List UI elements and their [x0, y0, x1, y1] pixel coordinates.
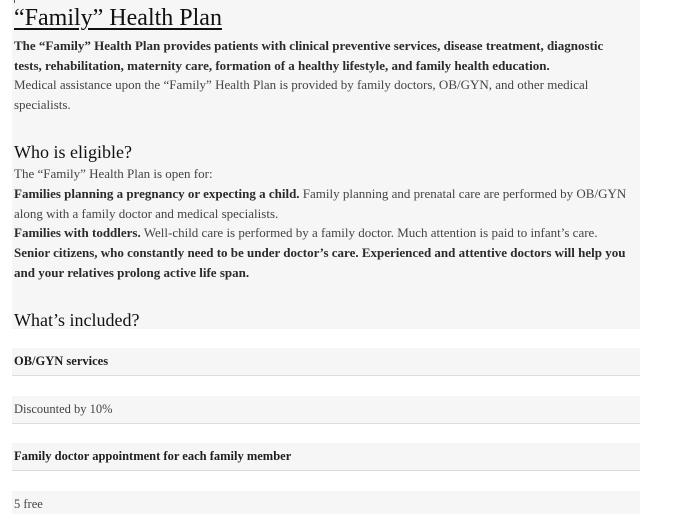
eligibility-group-toddlers	[14, 223, 630, 243]
group-title: Families planning a pregnancy or expecting a child.	[14, 186, 300, 201]
eligibility-group-pregnancy	[14, 184, 630, 223]
group-description: Well-child care is performed by a family doctor. Much attention is paid to infant’s care.	[140, 225, 598, 240]
group-title: Families with toddlers.	[14, 225, 141, 240]
plan-assistance: Medical assistance upon the “Family” Health Plan is provided by family doctors, OB/GYN, and other medical specialists.	[14, 77, 589, 112]
included-row	[12, 443, 640, 471]
included-row	[12, 348, 640, 376]
included-row	[12, 396, 640, 424]
eligibility-group-seniors	[14, 243, 630, 282]
eligibility-lead: The “Family” Health Plan is open for:	[14, 166, 213, 181]
included-heading: What’s included?	[14, 310, 140, 330]
included-row-label: 5 free	[14, 497, 43, 511]
included-row	[12, 491, 640, 514]
cursor-mark	[14, 0, 15, 3]
included-row-label: Discounted by 10%	[14, 402, 113, 416]
included-row-label: OB/GYN services	[14, 354, 109, 368]
eligibility-heading: Who is eligible?	[14, 142, 132, 162]
included-row-label: Family doctor appointment for each family member	[14, 449, 292, 463]
plan-summary-bold: The “Family” Health Plan provides patients with clinical preventive services, disease treatment, diagnostic tests, rehabilitation, maternity care, formation of a healthy lifestyle, and family health education.	[14, 38, 604, 73]
group-title: Senior citizens, who constantly need to be under doctor’s care. Experienced and attentive doctors will help you and your relatives prolong active life span.	[14, 245, 626, 280]
page-title: “Family” Health Plan	[14, 5, 222, 31]
plan-summary	[14, 36, 630, 75]
group-description: Family planning and prenatal care are performed by OB/GYN along with a family doctor and medical specialists.	[14, 186, 627, 221]
